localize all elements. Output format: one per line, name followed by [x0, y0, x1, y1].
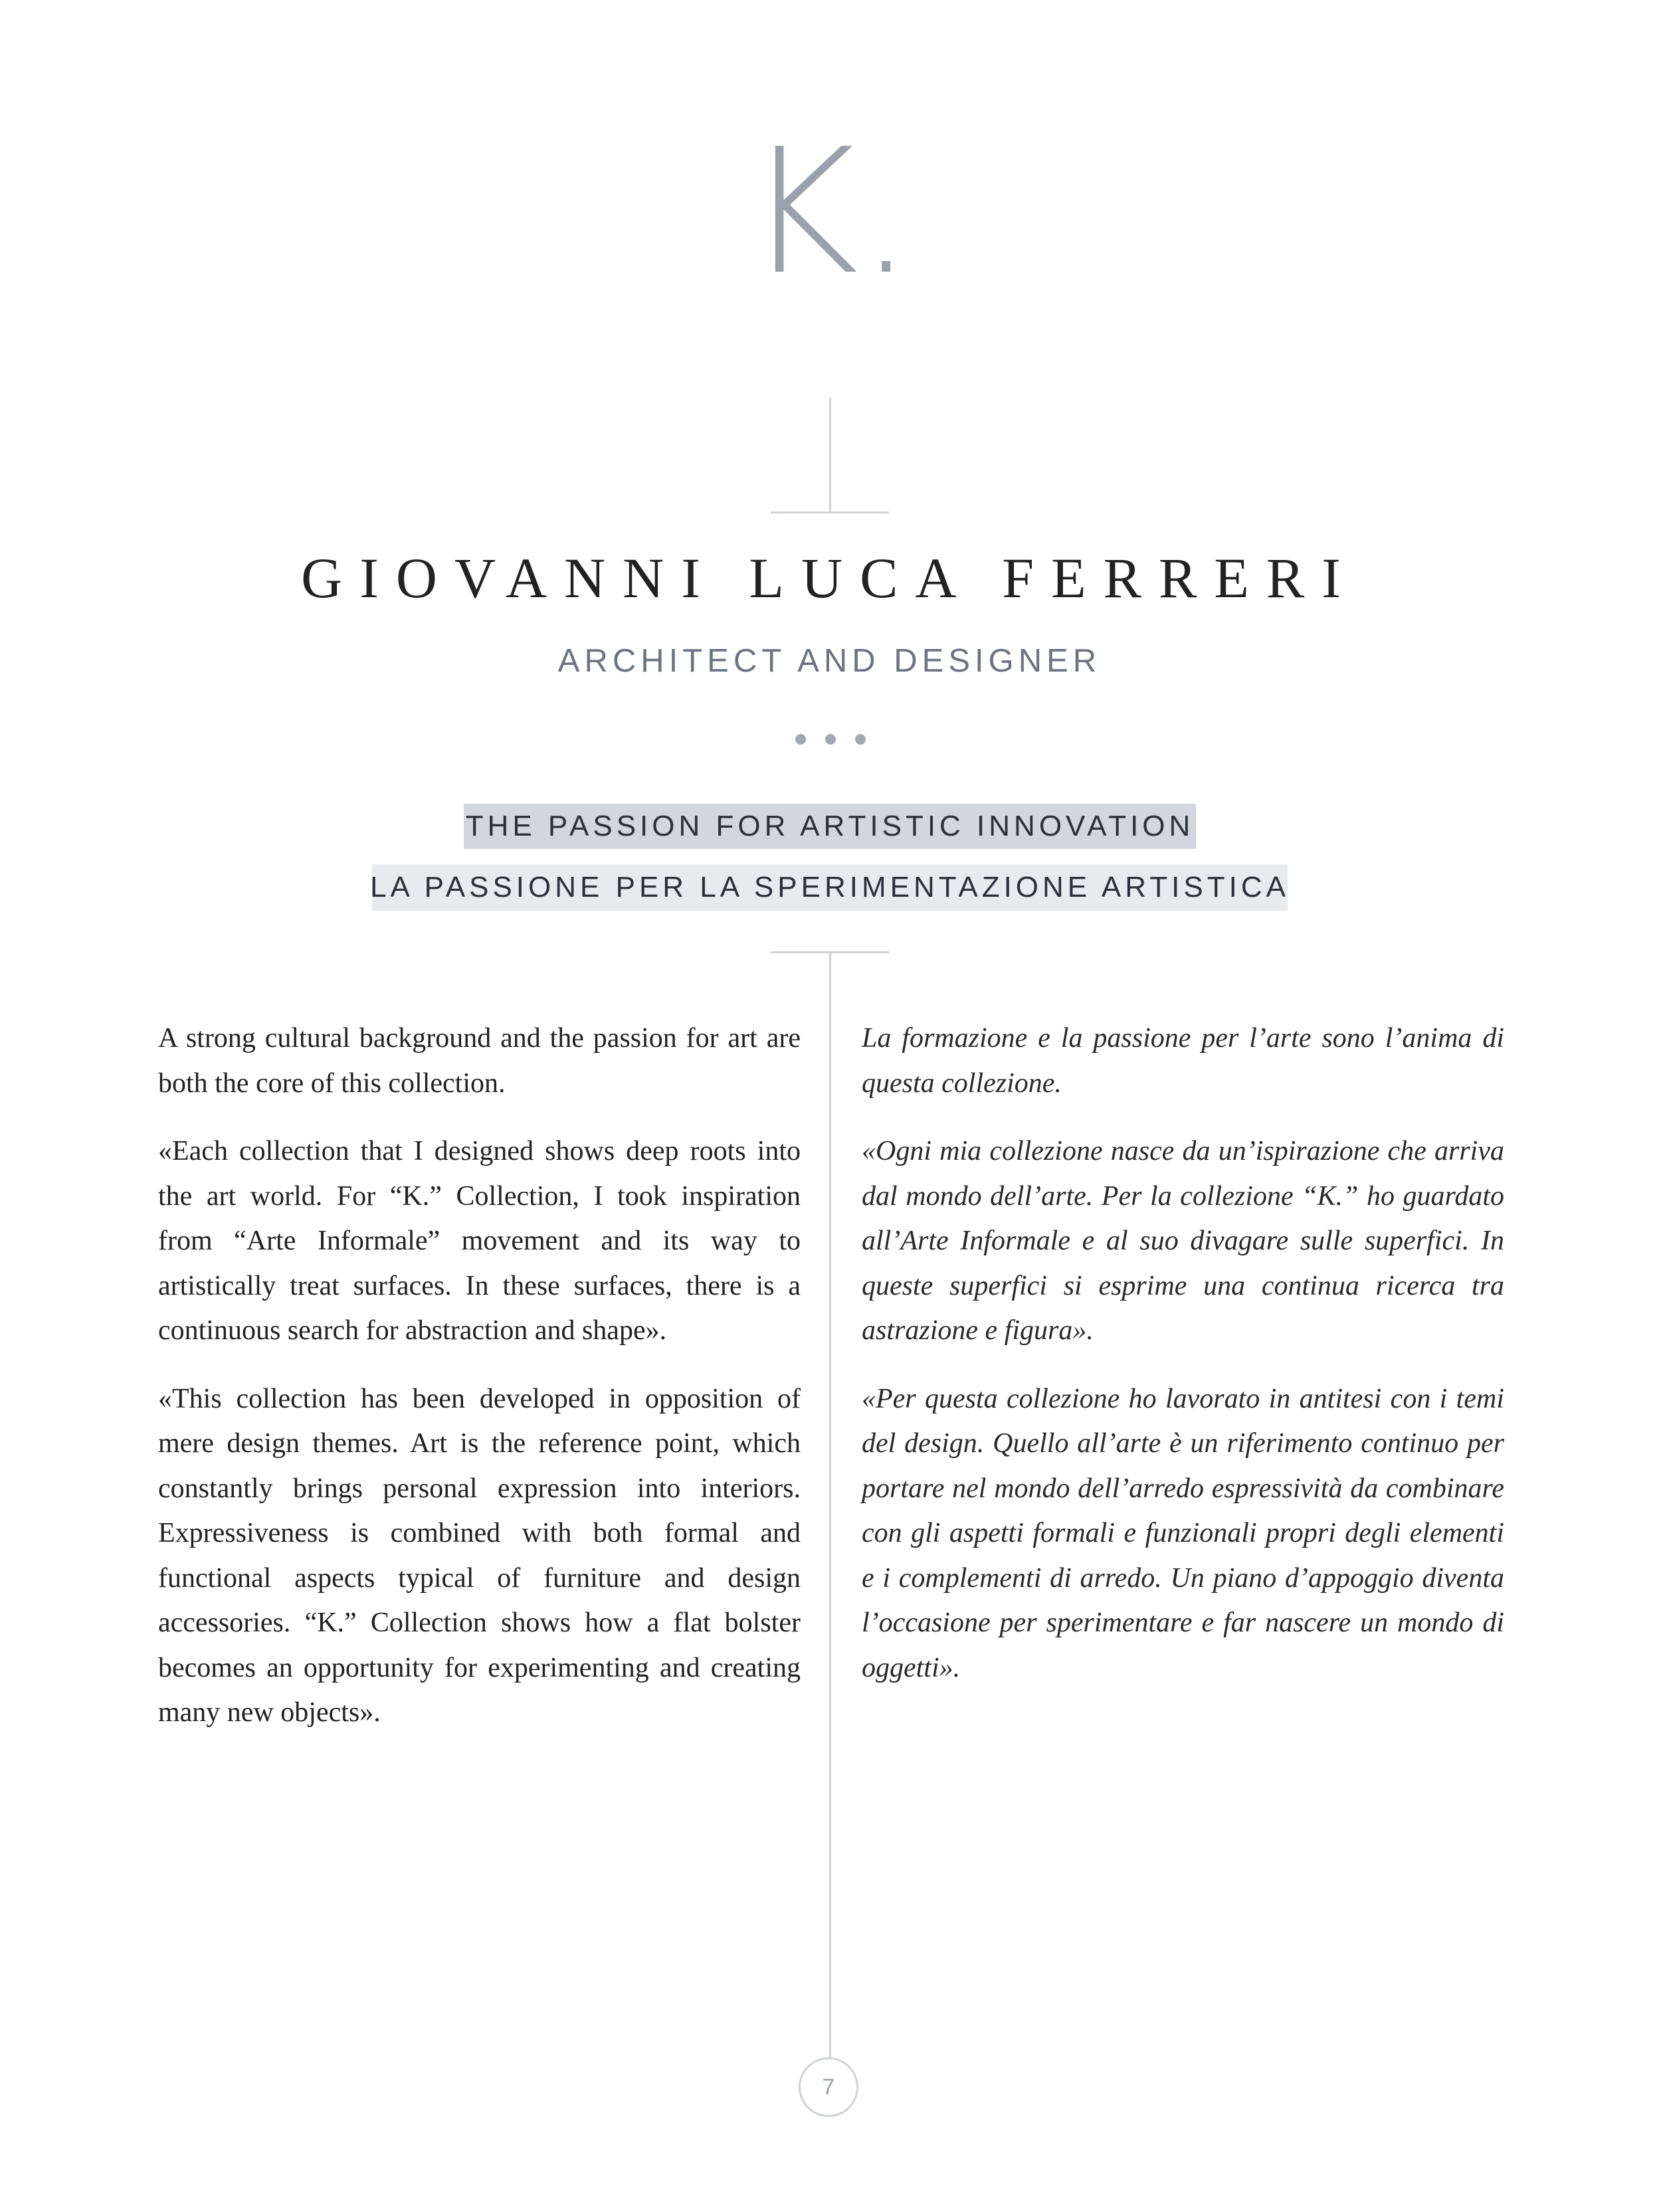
designer-name: GIOVANNI LUCA FERRERI: [301, 546, 1358, 610]
italian-paragraph: La formazione e la passione per l’arte sono l’anima di questa collezione.: [862, 1023, 1504, 1099]
italian-paragraph: «Ogni mia collezione nasce da un’ispirazione che arriva dal mondo dell’arte. Per la collezione “K.” ho guardato all’Arte Informale e al suo divagare sulle superfici. In queste superfici si esprime una continua ricerca tra astrazione e figura».: [862, 1136, 1504, 1346]
english-column: [158, 1016, 801, 1759]
tagline-italian: LA PASSIONE PER LA SPERIMENTAZIONE ARTISTICA: [372, 864, 1288, 911]
dot: [825, 734, 836, 745]
tagline-english: THE PASSION FOR ARTISTIC INNOVATION: [464, 804, 1196, 849]
designer-role: ARCHITECT AND DESIGNER: [557, 643, 1102, 679]
dot: [795, 734, 806, 745]
english-paragraph: «Each collection that I designed shows deep roots into the art world. For “K.” Collection, I took inspiration from “Arte Informale” movement and its way to artistically treat surfaces. In these surfaces, there is a continuous search for abstraction and shape».: [158, 1136, 801, 1346]
italian-column: [862, 1016, 1504, 1714]
english-paragraph: «This collection has been developed in opposition of mere design themes. Art is the reference point, which constantly brings personal expression into interiors. Expressiveness is combined with both formal and functional aspects typical of furniture and design accessories. “K.” Collection shows how a flat bolster becomes an opportunity for experimenting and creating many new objects».: [158, 1383, 801, 1728]
brand-logo: K.: [745, 112, 914, 313]
column-divider: [829, 951, 831, 2057]
dot: [855, 734, 866, 745]
italian-paragraph: «Per questa collezione ho lavorato in antitesi con i temi del design. Quello all’arte è un riferimento continuo per portare nel mondo dell’arredo espressività da combinare con gli aspetti formali e funzionali propri degli elementi e i complementi di arredo. Un piano d’appoggio diventa l’occasione per sperimentare e far nascere un mondo di oggetti».: [862, 1383, 1504, 1683]
top-vertical-divider: [829, 397, 831, 511]
english-paragraph: A strong cultural background and the passion for art are both the core of this collection.: [158, 1023, 801, 1099]
dots-ornament: [787, 734, 874, 747]
page-number: 7: [799, 2057, 858, 2117]
top-horizontal-divider: [771, 511, 889, 513]
